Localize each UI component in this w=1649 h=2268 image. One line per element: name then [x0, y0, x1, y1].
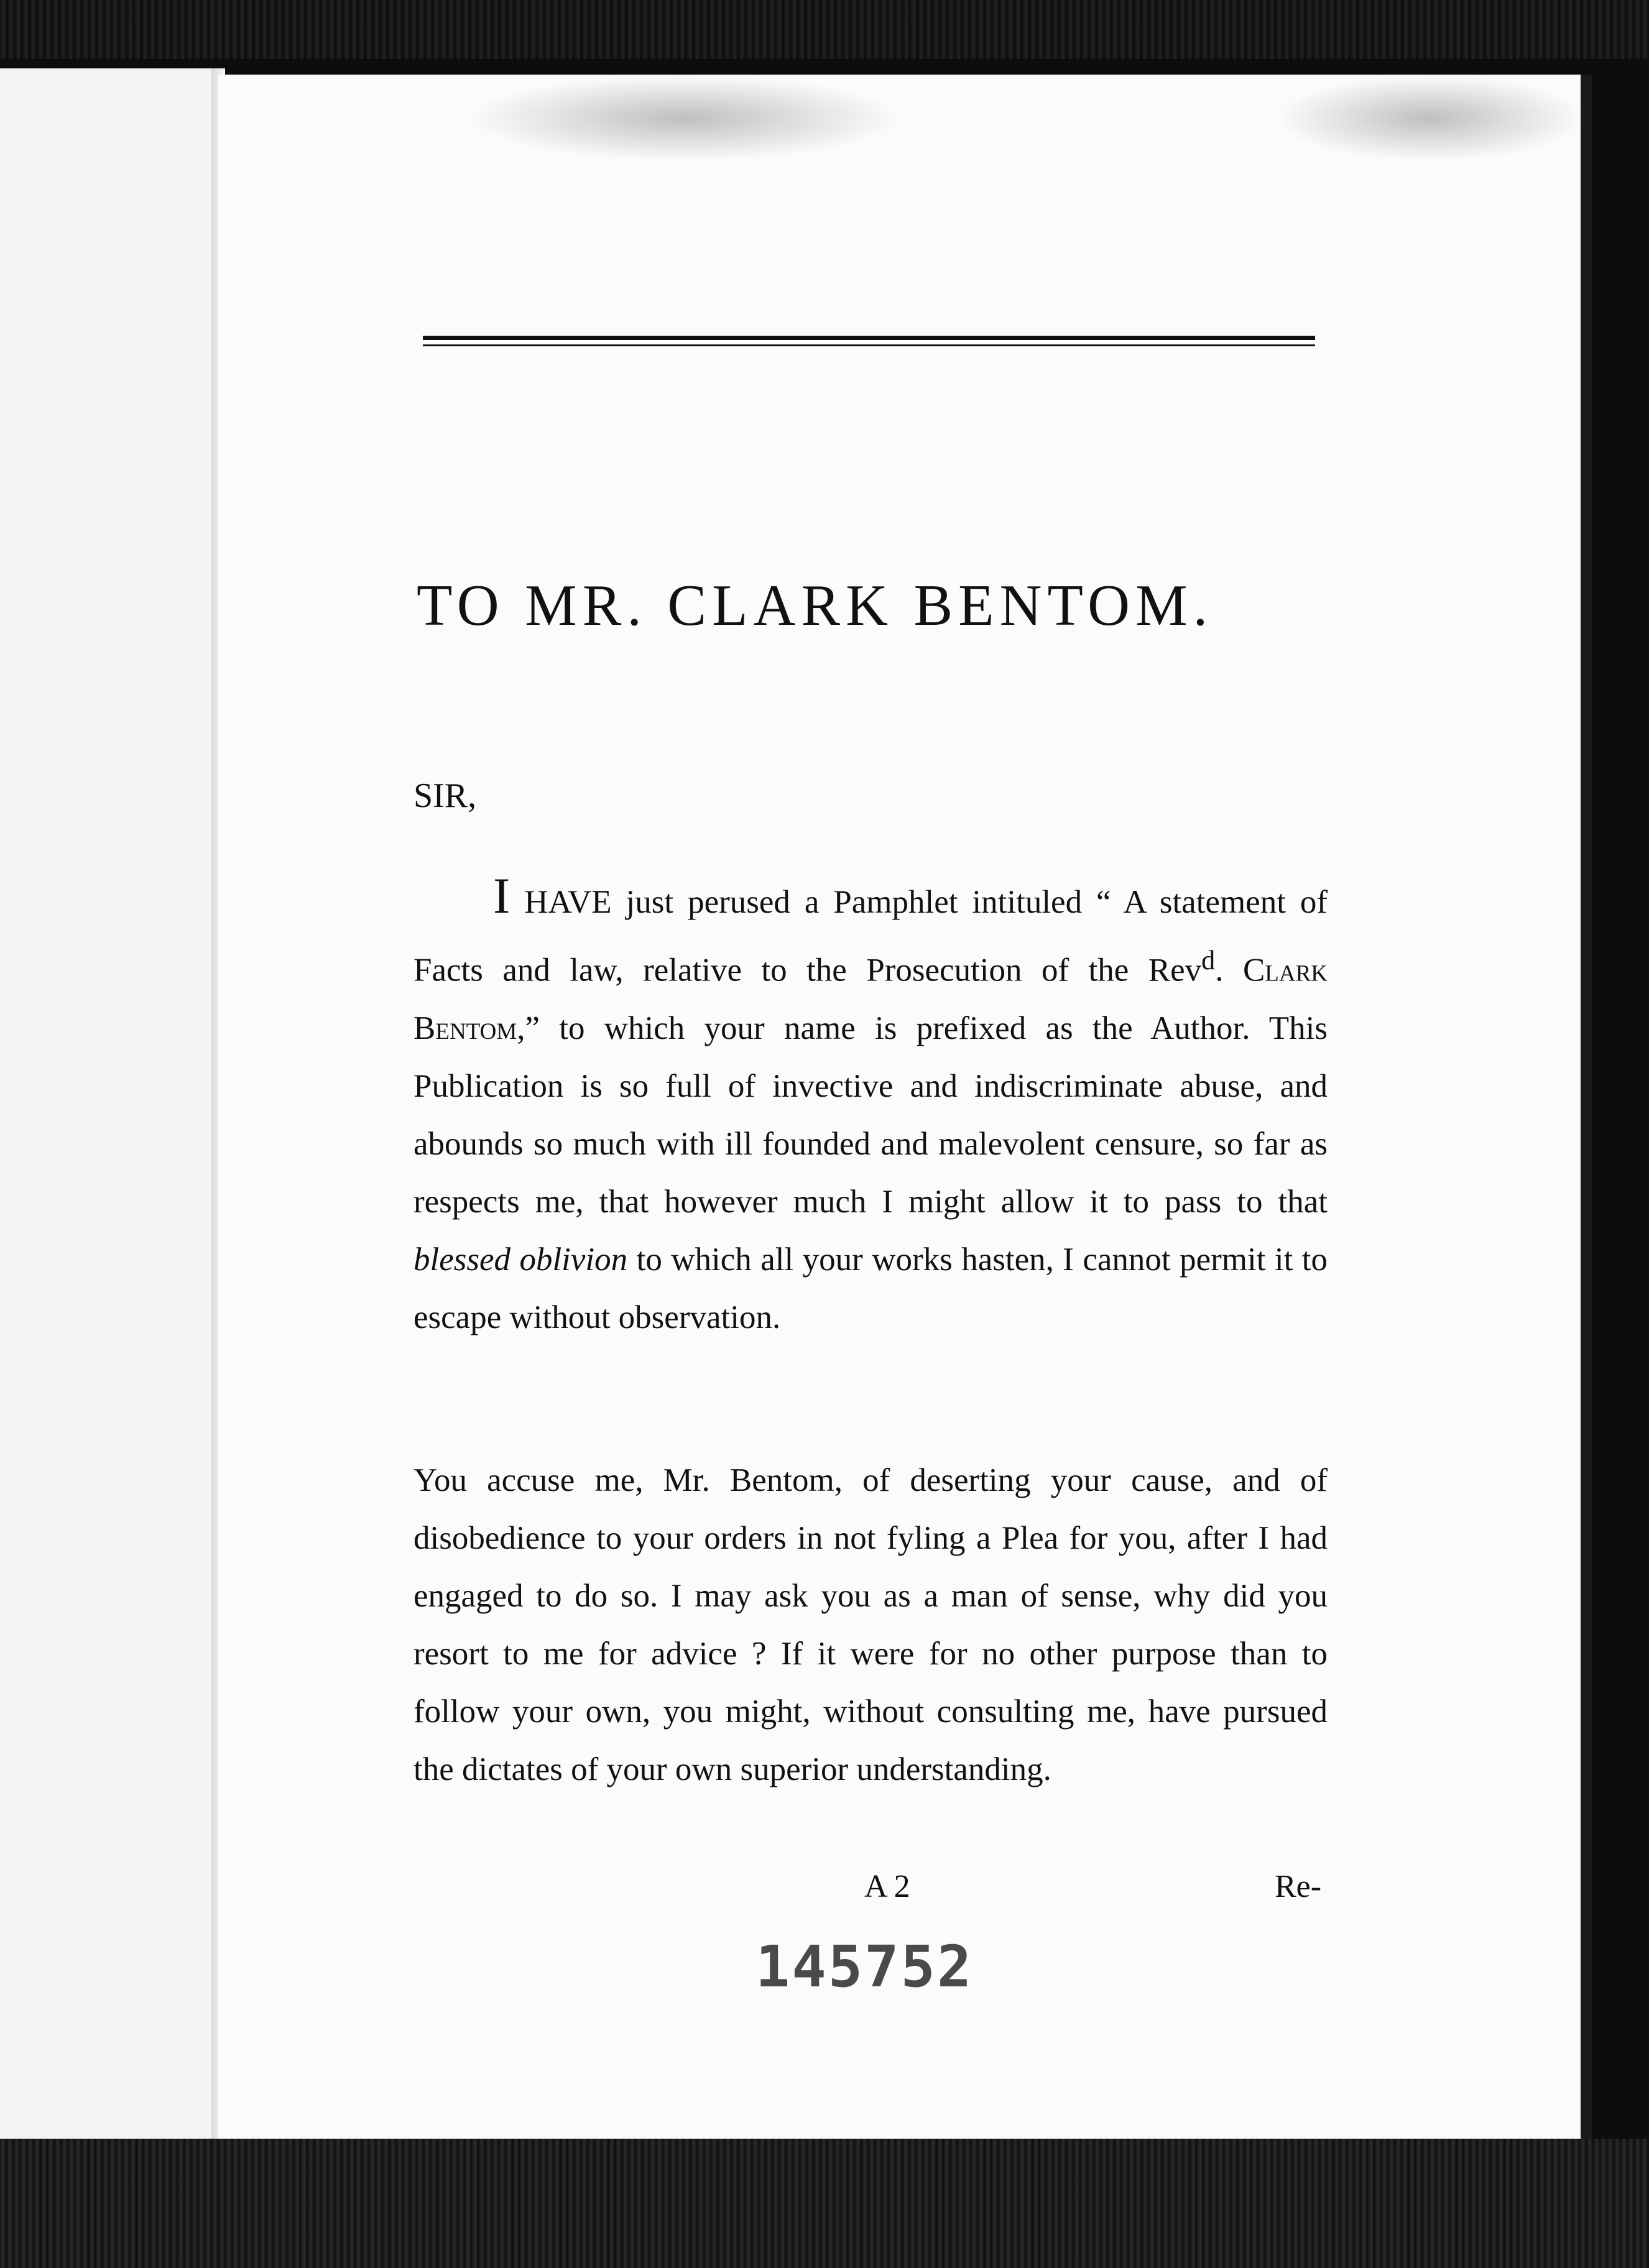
water-stain [466, 75, 902, 162]
italic-phrase: blessed oblivion [413, 1241, 628, 1278]
paragraph-1-text-a: just perused a Pamphlet intituled “ A statement of Facts and law, relative to the Prosecution of the Rev [413, 884, 1328, 989]
paragraph-2: You accuse me, Mr. Bentom, of deserting your cause, and of disobedience to your orders in not fyling a Plea for you, after I had engaged to do so. I may ask you as a man of sense, why did you resort to me for advice ? If it were for no other purpose than to follow your own, you might, without consulting me, have pursued the dictates of your own superior understanding. [413, 1462, 1328, 1787]
signature-mark: A 2 [864, 1869, 910, 1904]
salutation: SIR, [413, 777, 477, 815]
paragraph-1-text-d: to which all your works hasten, I cannot permit it to escape without observation. [413, 1241, 1328, 1335]
book-binding-bottom [0, 2139, 1649, 2268]
page-title: TO MR. CLARK BENTOM. [417, 573, 1214, 638]
paragraph-1-text-c: ,” to which your name is prefixed as the Author. This Publication is so full of invective and indiscriminate abuse, and abounds so much with ill founded and malevolent censure, so far as respects me, that however much I might allow it to pass to that [413, 1010, 1328, 1220]
library-stamp-number: 145752 [755, 1934, 974, 2000]
header-rule [423, 336, 1315, 340]
water-stain [1275, 75, 1586, 162]
book-binding-top [0, 0, 1649, 59]
initial-letter: I [493, 867, 510, 924]
left-page-edge [0, 68, 211, 2139]
catchword: Re- [1275, 1869, 1322, 1904]
paragraph-1-text-b: . [1215, 952, 1243, 989]
name-clark-bentom: Clark Bentom [413, 952, 1328, 1046]
paragraph-1 [413, 867, 1328, 1347]
header-rule-thin [423, 344, 1315, 346]
lead-words: HAVE [524, 884, 612, 920]
superscript-d: d [1201, 945, 1216, 975]
